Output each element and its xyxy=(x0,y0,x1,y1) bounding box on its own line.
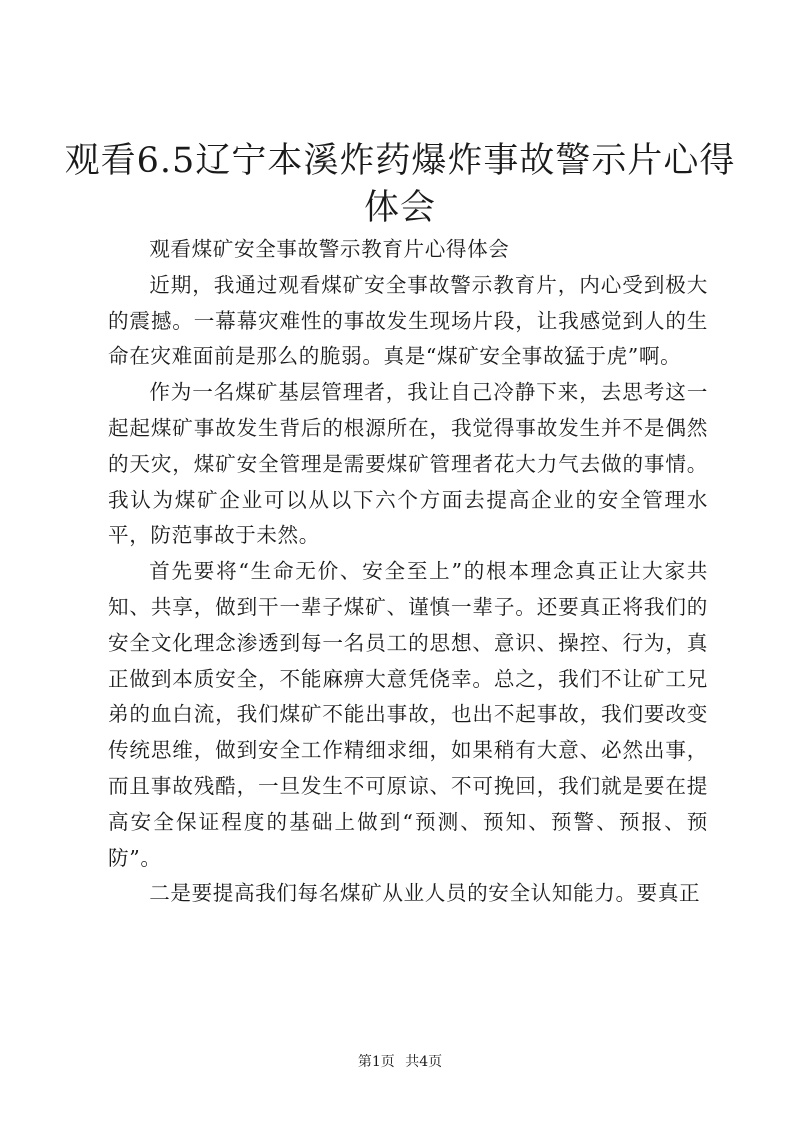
subtitle-paragraph: 观看煤矿安全事故警示教育片心得体会 xyxy=(149,237,510,261)
body-paragraph: 首先要将“生命无价、安全至上”的根本理念真正让大家共知、共享，做到干一辈子煤矿、谨慎一辈子。还要真正将我们的安全文化理念渗透到每一名员工的思想、意识、操控、行为，真正做到本质安全，不能麻痹大意凭侥幸。总之，我们不让矿工兄弟的血白流，我们煤矿不能出事故，也出不起事故，我们要改变传统思维，做到安全工作精细求细，如果稍有大意、必然出事，而且事故残酷，一旦发生不可原谅、不可挽回，我们就是要在提高安全保证程度的基础上做到“预测、预知、预警、预报、预防”。 xyxy=(108,559,708,870)
document-body xyxy=(108,232,708,912)
body-paragraph: 二是要提高我们每名煤矿从业人员的安全认知能力。要真正 xyxy=(149,881,701,906)
page-total: 共4页 xyxy=(405,1054,443,1070)
body-paragraph: 作为一名煤矿基层管理者，我让自己冷静下来，去思考这一起起煤矿事故发生背后的根源所在，我觉得事故发生并不是偶然的天灾，煤矿安全管理是需要煤矿管理者花大力气去做的事情。我认为煤矿企业可以从以下六个方面去提高企业的安全管理水平，防范事故于未然。 xyxy=(108,380,708,548)
document-title: 观看6.5辽宁本溪炸药爆炸事故警示片心得体会 xyxy=(64,141,736,228)
body-paragraph: 近期，我通过观看煤矿安全事故警示教育片，内心受到极大的震撼。一幕幕灾难性的事故发生现场片段，让我感觉到人的生命在灾难面前是那么的脆弱。真是“煤矿安全事故猛于虎”啊。 xyxy=(108,272,708,369)
page-footer xyxy=(0,1052,800,1072)
page-number: 第1页 xyxy=(357,1054,395,1070)
